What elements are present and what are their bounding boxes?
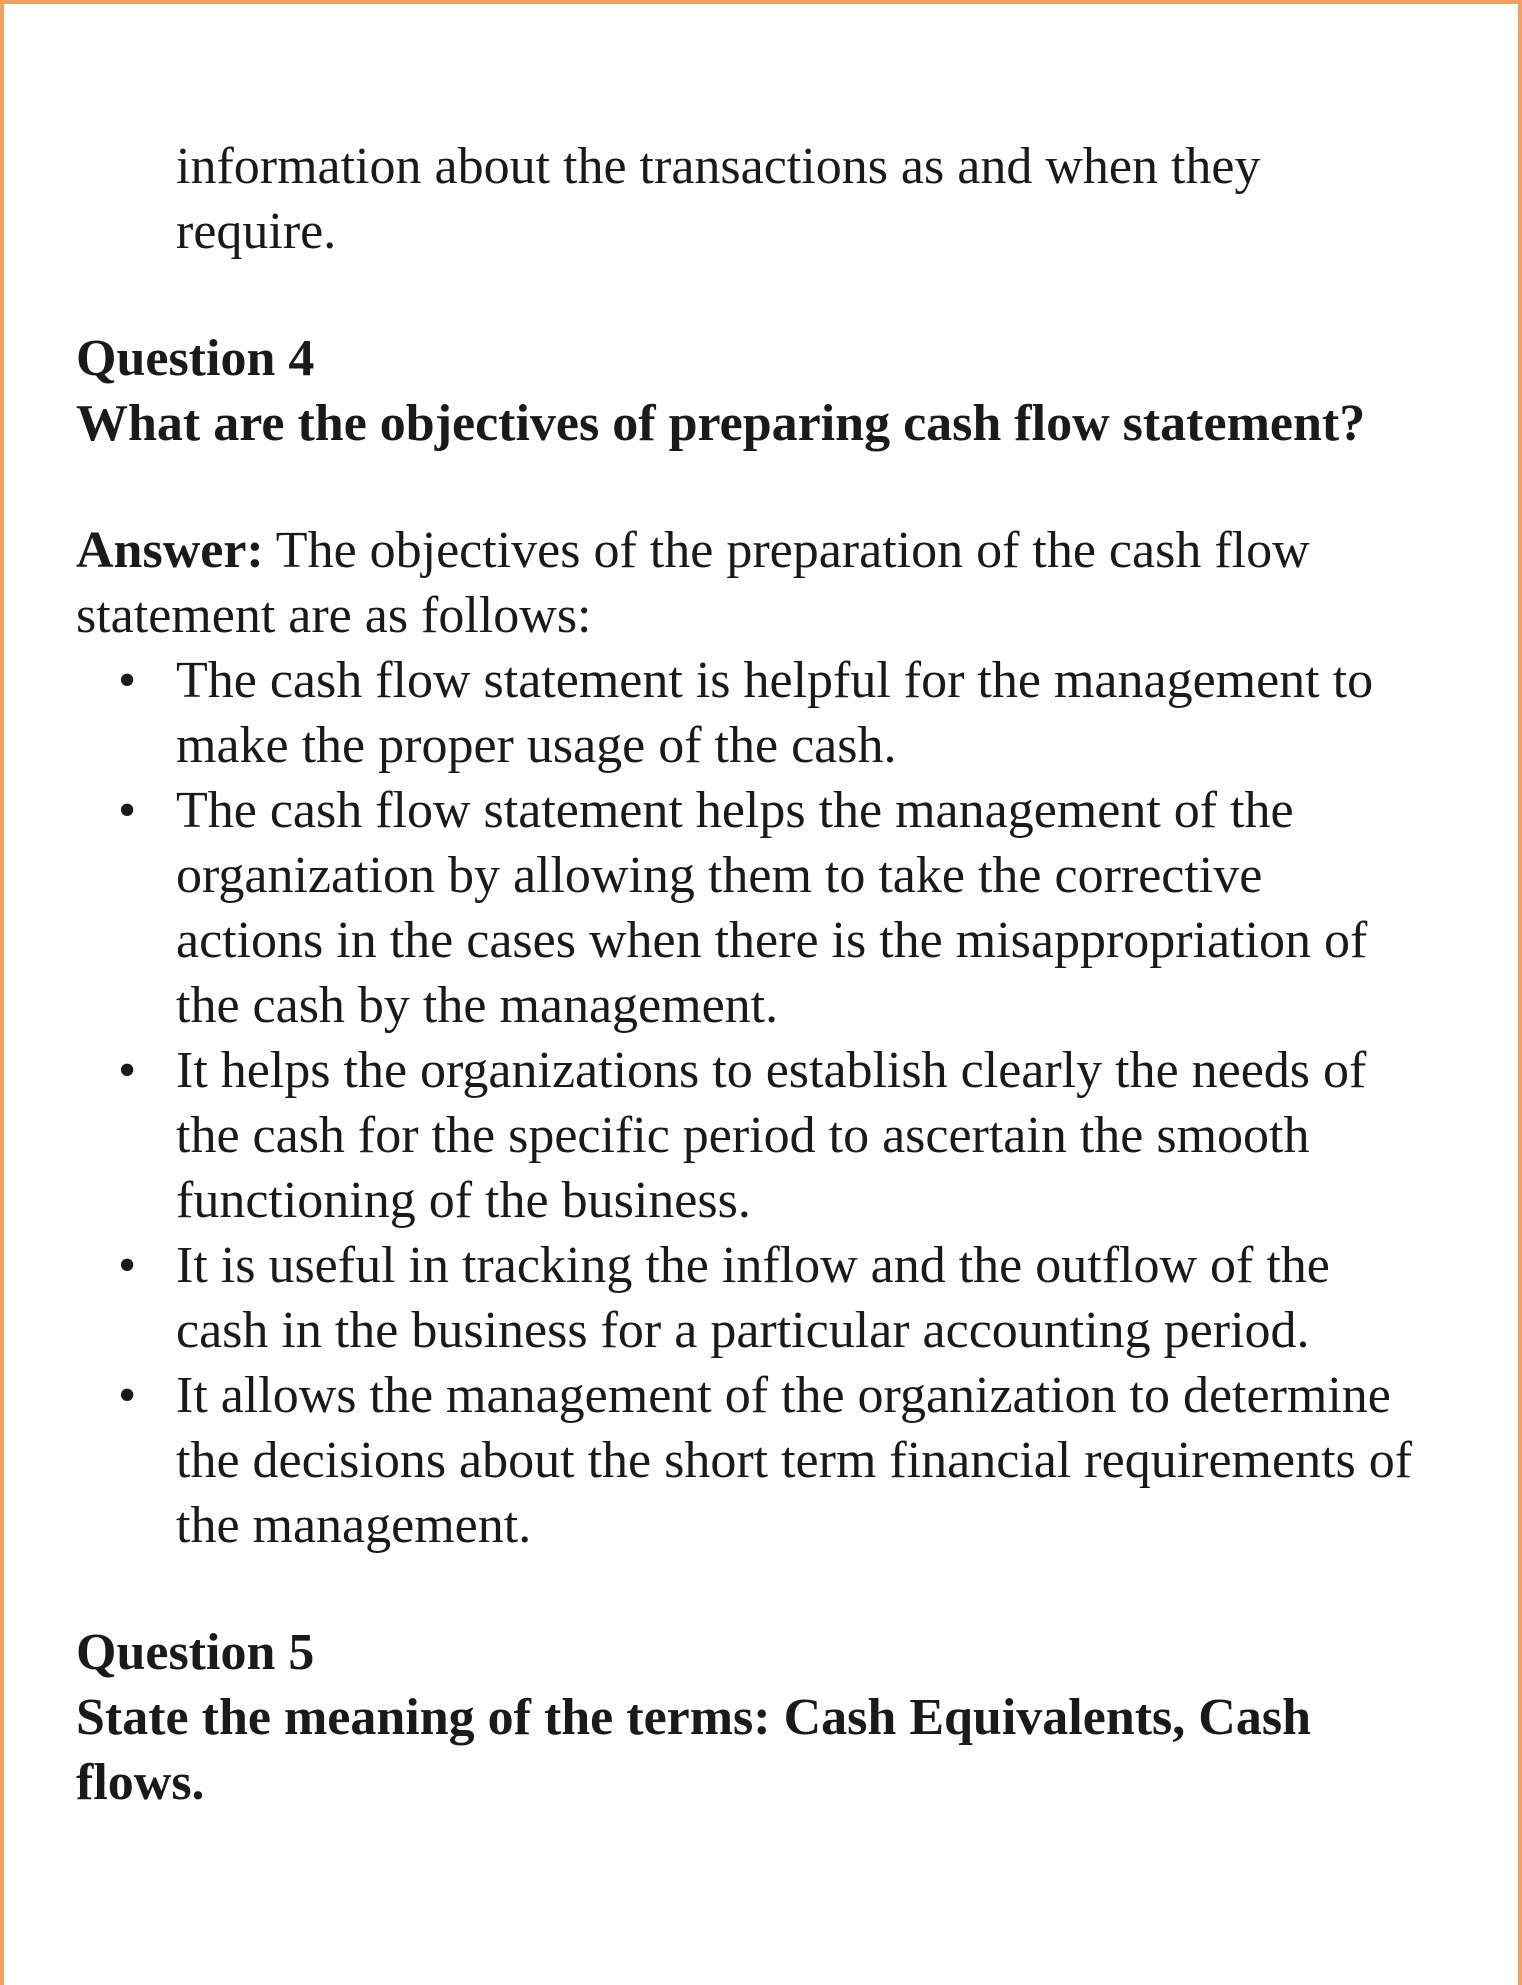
bullet-icon: • — [118, 782, 137, 839]
list-item-text: The cash flow statement helps the management of the organization by allowing them to take the corrective actions in the cases when there is the misappropriation of the cash by the management. — [176, 782, 1368, 1034]
list-item-text: It is useful in tracking the inflow and the outflow of the cash in the business for a particular accounting period. — [176, 1237, 1330, 1359]
list-item-text: It helps the organizations to establish clearly the needs of the cash for the specific period to ascertain the smooth functioning of the business. — [176, 1042, 1367, 1229]
bullet-icon: • — [118, 652, 137, 709]
list-item — [76, 1038, 1416, 1233]
question-5-text: State the meaning of the terms: Cash Equivalents, Cash flows. — [76, 1689, 1311, 1811]
list-item — [76, 778, 1416, 1038]
question-5-heading — [76, 1620, 1416, 1815]
question-4-text: What are the objectives of preparing cash flow statement? — [76, 395, 1366, 452]
intro-continuation: information about the transactions as and when they require. — [176, 138, 1261, 260]
answer-label: Answer: — [76, 522, 264, 579]
bullet-icon: • — [118, 1237, 137, 1294]
question-4-answer — [76, 518, 1416, 1558]
question-4-number: Question 4 — [76, 330, 315, 387]
list-item — [76, 1233, 1416, 1363]
answer-intro-line — [76, 518, 1416, 648]
list-item-text: It allows the management of the organization to determine the decisions about the short term financial requirements of the management. — [176, 1367, 1413, 1554]
answer-intro: The objectives of the preparation of the cash flow statement are as follows: — [76, 522, 1310, 644]
question-4-heading — [76, 326, 1416, 456]
page-content — [76, 134, 1416, 1815]
bullet-icon: • — [118, 1042, 137, 1099]
list-item — [76, 1363, 1416, 1558]
list-item-text: The cash flow statement is helpful for the management to make the proper usage of the cash. — [176, 652, 1374, 774]
bullet-icon: • — [118, 1367, 137, 1424]
question-5-number: Question 5 — [76, 1624, 315, 1681]
answer-list — [76, 648, 1416, 1558]
list-item — [76, 648, 1416, 778]
